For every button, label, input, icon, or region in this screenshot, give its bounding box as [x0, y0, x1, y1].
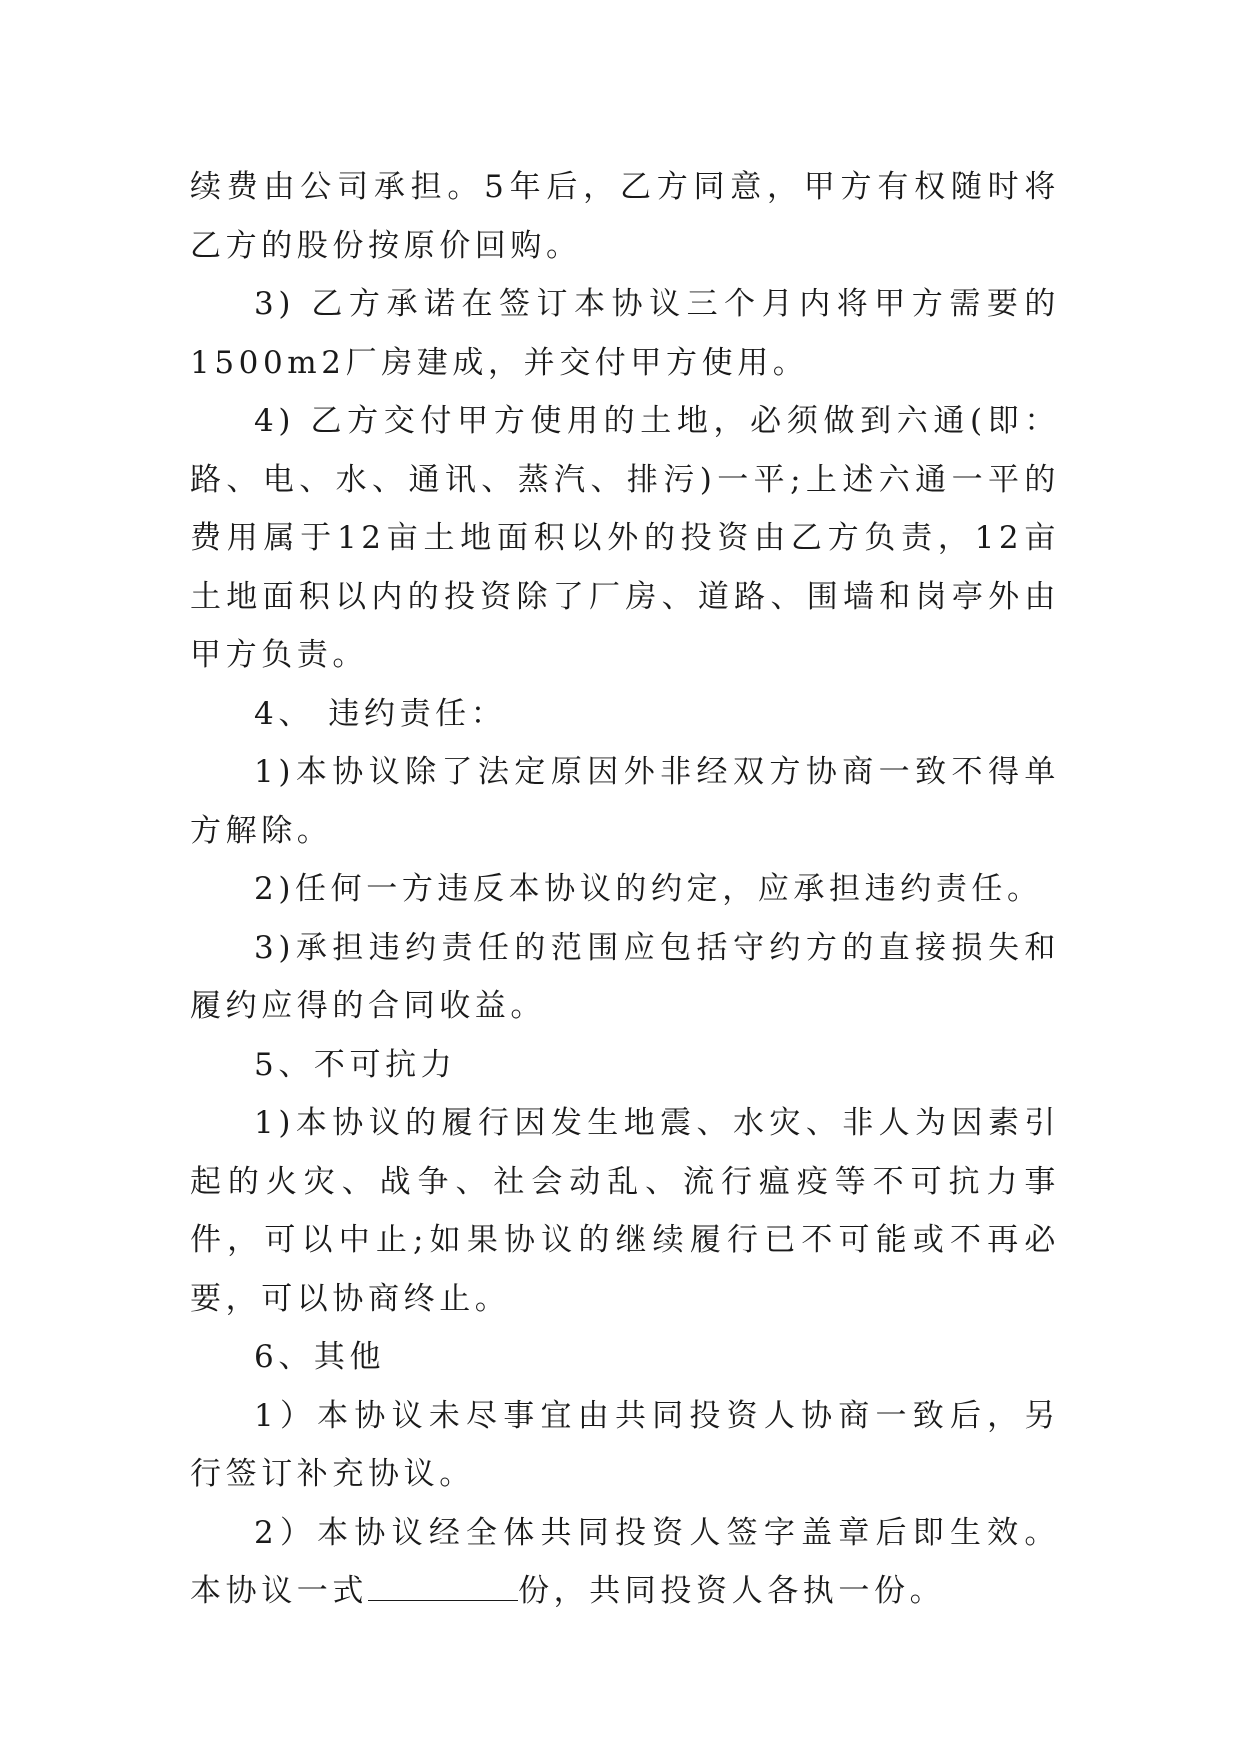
paragraph-clause-3-4: 4) 乙方交付甲方使用的土地，必须做到六通(即：路、电、水、通讯、蒸汽、排污)一平;上述六通一平的费用属于12亩土地面积以外的投资由乙方负责，12亩土地面积以内的投资除了厂房、道路、围墙和岗亭外由甲方负责。: [190, 403, 1060, 673]
copies-blank-line: [368, 1576, 518, 1601]
paragraph-other-2-before-blank: 2）本协议经全体共同投资人签字盖章后即生效。本协议一式: [190, 1514, 1060, 1609]
section-heading-breach: 4、 违约责任：: [254, 695, 507, 732]
section-heading-other: 6、其他: [254, 1339, 386, 1375]
paragraph-other-2: [190, 1504, 1060, 1621]
paragraph-other-2-after-blank: 份，共同投资人各执一份。: [518, 1573, 946, 1609]
paragraph-breach-3: 3)承担违约责任的范围应包括守约方的直接损失和履约应得的合同收益。: [190, 929, 1060, 1024]
paragraph-other-1: 1）本协议未尽事宜由共同投资人协商一致后，另行签订补充协议。: [190, 1397, 1060, 1492]
document-body: [190, 158, 1060, 1621]
paragraph-clause-3-3: 3) 乙方承诺在签订本协议三个月内将甲方需要的1500m2厂房建成，并交付甲方使用。: [190, 286, 1060, 381]
paragraph-breach-2: 2)任何一方违反本协议的约定，应承担违约责任。: [254, 871, 1043, 907]
paragraph-breach-1: 1)本协议除了法定原因外非经双方协商一致不得单方解除。: [190, 754, 1060, 849]
paragraph-continuation: 续费由公司承担。5年后，乙方同意，甲方有权随时将乙方的股份按原价回购。: [190, 169, 1060, 264]
paragraph-force-majeure-1: 1)本协议的履行因发生地震、水灾、非人为因素引起的火灾、战争、社会动乱、流行瘟疫等不可抗力事件，可以中止;如果协议的继续履行已不可能或不再必要，可以协商终止。: [190, 1105, 1060, 1317]
section-heading-force-majeure: 5、不可抗力: [254, 1046, 457, 1083]
